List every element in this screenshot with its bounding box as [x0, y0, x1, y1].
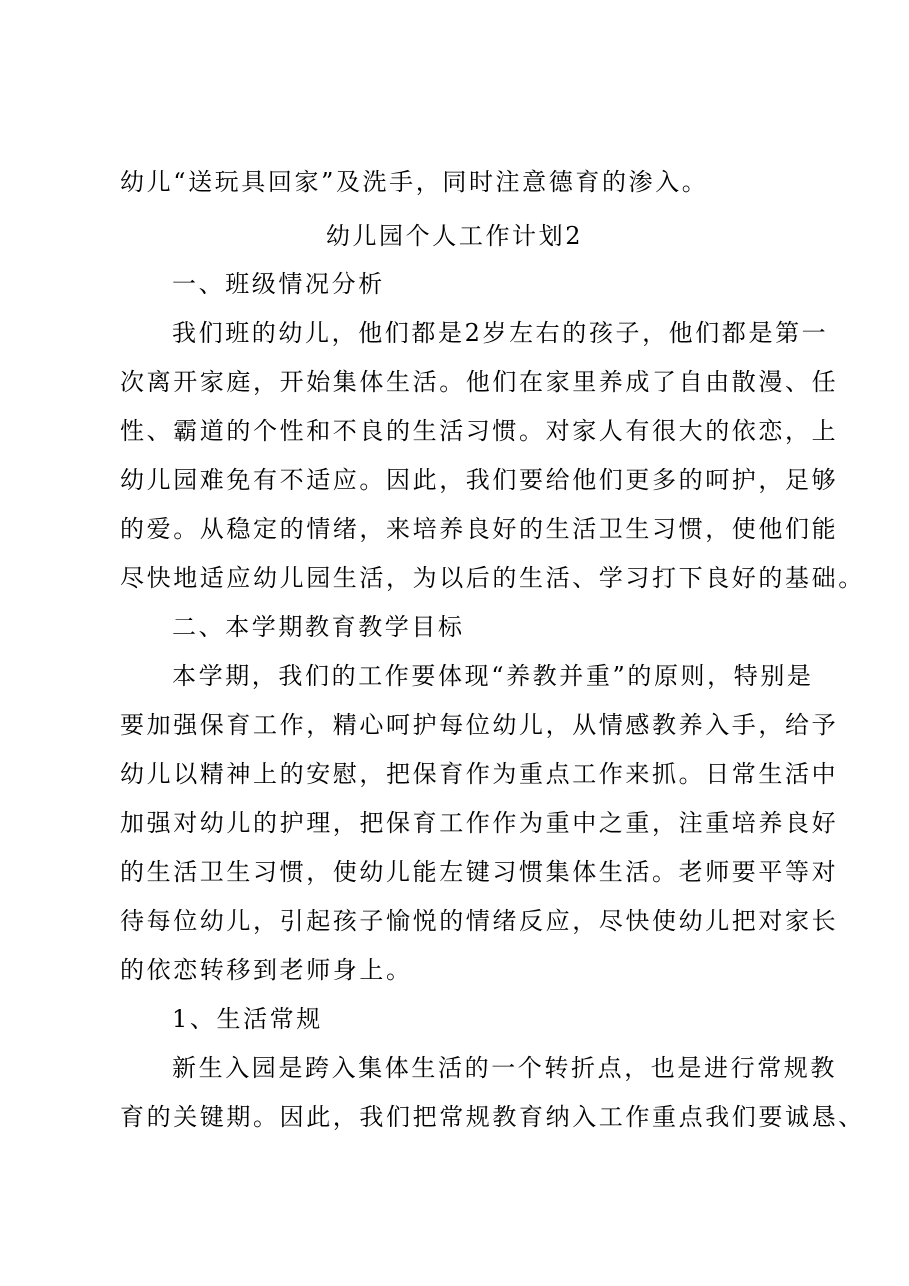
- paragraph-line: 幼儿园难免有不适应。因此，我们要给他们更多的呵护，足够: [120, 466, 839, 494]
- section-title: 幼儿园个人工作计划2: [325, 222, 584, 250]
- paragraph-line: 的爱。从稳定的情绪，来培养良好的生活卫生习惯，使他们能: [120, 515, 839, 543]
- paragraph-line: 育的关键期。因此，我们把常规教育纳入工作重点我们要诚恳、: [120, 1103, 865, 1131]
- heading-semester-goals: 二、本学期教育教学目标: [172, 613, 465, 641]
- paragraph-line: 的生活卫生习惯，使幼儿能左键习惯集体生活。老师要平等对: [120, 858, 839, 886]
- paragraph-line: 要加强保育工作，精心呵护每位幼儿，从情感教养入手，给予: [120, 711, 839, 739]
- paragraph-line: 新生入园是跨入集体生活的一个转折点，也是进行常规教: [172, 1054, 837, 1082]
- paragraph-line: 幼儿“送玩具回家”及洗手，同时注意德育的渗入。: [120, 168, 709, 196]
- paragraph-line: 我们班的幼儿，他们都是2岁左右的孩子，他们都是第一: [172, 319, 829, 347]
- paragraph-line: 待每位幼儿，引起孩子愉悦的情绪反应，尽快使幼儿把对家长: [120, 907, 839, 935]
- paragraph-line: 尽快地适应幼儿园生活，为以后的生活、学习打下良好的基础。: [120, 564, 865, 592]
- heading-class-analysis: 一、班级情况分析: [172, 270, 385, 298]
- paragraph-line: 性、霸道的个性和不良的生活习惯。对家人有很大的依恋，上: [120, 417, 839, 445]
- heading-daily-routine: 1、生活常规: [172, 1005, 323, 1033]
- paragraph-line: 幼儿以精神上的安慰，把保育作为重点工作来抓。日常生活中: [120, 760, 839, 788]
- paragraph-line: 次离开家庭，开始集体生活。他们在家里养成了自由散漫、任: [120, 368, 839, 396]
- paragraph-line: 本学期，我们的工作要体现“养教并重”的原则，特别是: [172, 662, 814, 690]
- paragraph-line: 的依恋转移到老师身上。: [120, 956, 413, 984]
- paragraph-line: 加强对幼儿的护理，把保育工作作为重中之重，注重培养良好: [120, 809, 839, 837]
